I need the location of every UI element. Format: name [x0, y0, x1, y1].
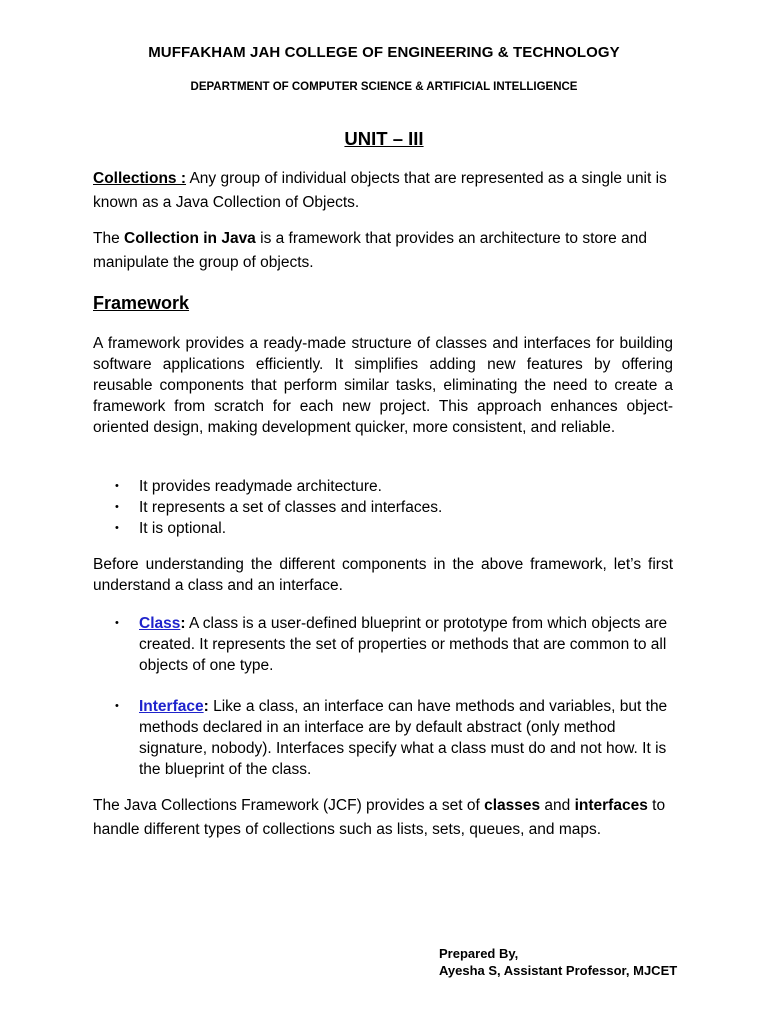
department-name: DEPARTMENT OF COMPUTER SCIENCE & ARTIFICIAL INTELLIGENCE	[190, 81, 578, 93]
class-colon: :	[180, 615, 186, 632]
collections-label: Collections :	[93, 170, 187, 187]
interface-text: Like a class, an interface can have methods and variables, but the methods declared in an interface are by default abstract (only method signature, nobody). Interfaces specify what a class must do and not how. It is the blueprint of the class.	[139, 698, 668, 778]
jcf-interfaces: interfaces	[574, 797, 648, 814]
jcf-prefix: The Java Collections Framework (JCF) provides a set of	[93, 797, 485, 814]
bullet-icon: •	[115, 480, 119, 492]
prepared-by-block	[439, 945, 677, 979]
class-link[interactable]: Class	[139, 615, 181, 632]
collections-definition	[93, 167, 673, 215]
framework-heading: Framework	[93, 293, 190, 313]
jcf-middle: and	[540, 797, 575, 814]
interface-colon: :	[203, 698, 209, 715]
bullet-icon: •	[115, 700, 119, 712]
bullet-text: It represents a set of classes and interfaces.	[139, 499, 443, 516]
list-item	[93, 518, 673, 539]
list-item	[93, 497, 673, 518]
collection-in-java-suffix: is a framework that provides an architecture to store and manipulate the group of objects.	[93, 230, 647, 271]
unit-title: UNIT – III	[344, 128, 424, 149]
author-name: Ayesha S, Assistant Professor, MJCET	[439, 963, 678, 978]
collection-in-java-paragraph	[93, 227, 673, 275]
bullet-text: It is optional.	[139, 520, 227, 537]
list-item	[93, 476, 673, 497]
framework-paragraph: A framework provides a ready-made structure of classes and interfaces for building software applications efficiently. It simplifies adding new features by offering reusable components that perform similar tasks, eliminating the need to create a framework from scratch for each new project. This approach enhances object-oriented design, making development quicker, more consistent, and reliable.	[93, 335, 673, 436]
collection-in-java-prefix: The	[93, 230, 125, 247]
interface-definition	[93, 696, 673, 780]
bullet-text: It provides readymade architecture.	[139, 478, 382, 495]
prepared-by-label: Prepared By,	[439, 946, 519, 961]
jcf-suffix: to handle different types of collections such as lists, sets, queues, and maps.	[93, 797, 666, 838]
bullet-icon: •	[115, 501, 119, 513]
collections-text: Any group of individual objects that are represented as a single unit is known as a Java Collection of Objects.	[93, 170, 667, 211]
class-definition	[93, 613, 673, 676]
jcf-paragraph	[93, 794, 673, 842]
framework-bullet-list	[93, 476, 673, 539]
bullet-icon: •	[115, 522, 119, 534]
bullet-icon: •	[115, 617, 119, 629]
college-name: MUFFAKHAM JAH COLLEGE OF ENGINEERING & TECHNOLOGY	[148, 44, 620, 61]
jcf-classes: classes	[484, 797, 541, 814]
collection-in-java-bold: Collection in Java	[124, 230, 256, 247]
interface-link[interactable]: Interface	[139, 698, 204, 715]
before-understanding-paragraph: Before understanding the different components in the above framework, let’s first understand a class and an interface.	[93, 556, 673, 594]
class-text: A class is a user-defined blueprint or prototype from which objects are created. It represents the set of properties or methods that are common to all objects of one type.	[139, 615, 668, 674]
